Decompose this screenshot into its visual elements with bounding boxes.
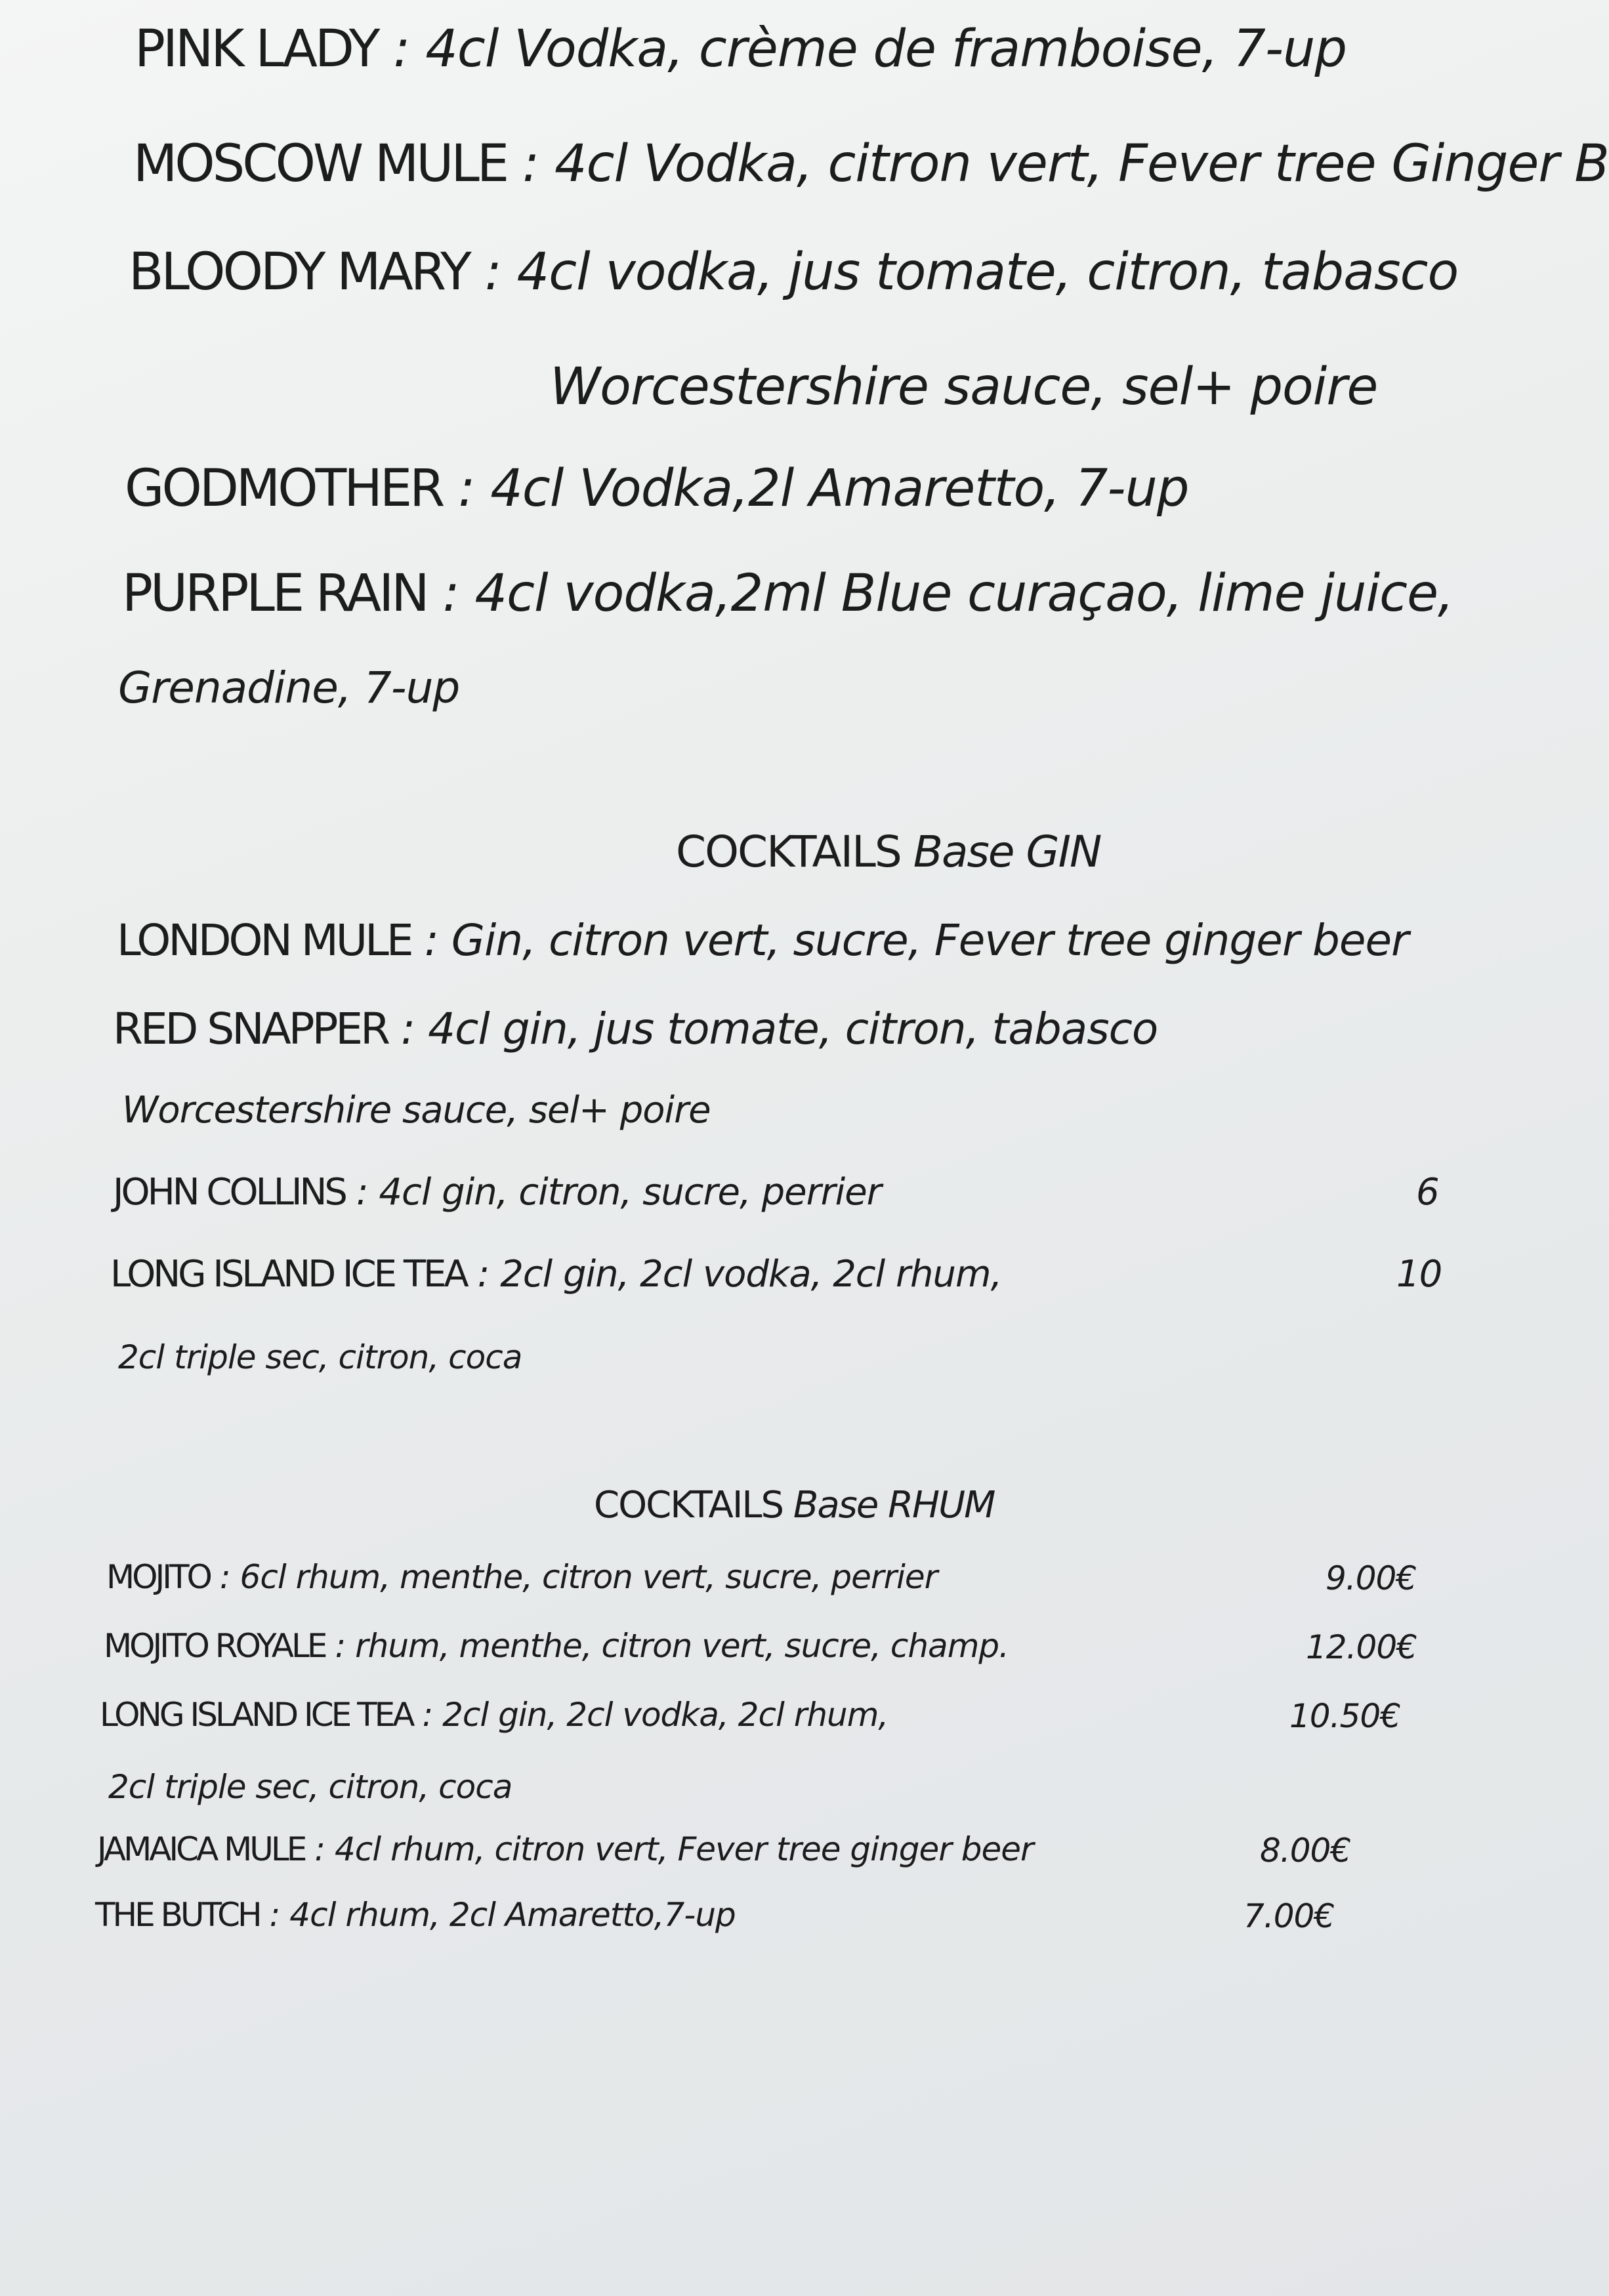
- menu-item: PURPLE RAIN : 4cl vodka,2ml Blue curaçao, lime juice,: [122, 564, 1453, 623]
- item-desc: 4cl vodka,2ml Blue curaçao, lime juice,: [474, 564, 1453, 623]
- item-name: LONG ISLAND ICE TEA: [110, 1253, 467, 1296]
- item-continuation: [122, 1089, 711, 1132]
- item-price: 8.00€: [1260, 1832, 1351, 1870]
- menu-item: RED SNAPPER : 4cl gin, jus tomate, citron, tabasco: [113, 1004, 1158, 1054]
- item-desc: 4cl vodka, jus tomate, citron, tabasco: [516, 243, 1459, 302]
- item-name: RED SNAPPER: [113, 1004, 388, 1054]
- item-name: LONDON MULE: [117, 915, 411, 966]
- heading-base: Base GIN: [913, 827, 1101, 877]
- item-price: 12.00€: [1306, 1628, 1417, 1666]
- item-price: 6: [1416, 1171, 1439, 1214]
- item-price: 10: [1396, 1253, 1442, 1296]
- section-heading-gin: [676, 827, 1100, 877]
- menu-item: JAMAICA MULE : 4cl rhum, citron vert, Fever tree ginger beer: [97, 1830, 1034, 1868]
- item-continuation: [550, 358, 1377, 417]
- menu-item: GODMOTHER : 4cl Vodka,2l Amaretto, 7-up: [125, 459, 1189, 518]
- item-desc-cont: Grenadine, 7-up: [118, 663, 460, 713]
- item-desc: 4cl gin, citron, sucre, perrier: [379, 1171, 881, 1214]
- item-desc: 6cl rhum, menthe, citron vert, sucre, perrier: [240, 1558, 938, 1596]
- item-desc-cont: 2cl triple sec, citron, coca: [118, 1338, 522, 1376]
- section-heading-rhum: [594, 1484, 994, 1527]
- item-desc-cont: 2cl triple sec, citron, coca: [108, 1768, 512, 1806]
- heading-base: Base RHUM: [793, 1484, 995, 1527]
- item-desc: 4cl Vodka, citron vert, Fever tree Ginger B: [554, 134, 1609, 194]
- item-name: JOHN COLLINS: [113, 1171, 345, 1214]
- item-continuation: [118, 663, 459, 713]
- menu-item: LONG ISLAND ICE TEA : 2cl gin, 2cl vodka, 2cl rhum,: [100, 1696, 888, 1734]
- item-desc: 4cl Vodka, crème de framboise, 7-up: [425, 20, 1347, 79]
- item-desc: 2cl gin, 2cl vodka, 2cl rhum,: [500, 1253, 1002, 1296]
- menu-item: LONDON MULE : Gin, citron vert, sucre, Fever tree ginger beer: [117, 915, 1409, 966]
- item-desc: 2cl gin, 2cl vodka, 2cl rhum,: [442, 1696, 888, 1734]
- item-name: BLOODY MARY: [129, 243, 469, 302]
- item-name: PURPLE RAIN: [122, 564, 427, 623]
- item-continuation: [118, 1338, 522, 1376]
- item-desc: 4cl gin, jus tomate, citron, tabasco: [428, 1004, 1158, 1054]
- item-name: PINK LADY: [135, 20, 378, 79]
- item-desc: Gin, citron vert, sucre, Fever tree ginger beer: [451, 915, 1409, 966]
- item-desc-cont: Worcestershire sauce, sel+ poire: [550, 358, 1378, 417]
- menu-item: MOJITO : 6cl rhum, menthe, citron vert, sucre, perrier: [106, 1558, 938, 1596]
- item-desc-cont: Worcestershire sauce, sel+ poire: [122, 1089, 711, 1132]
- item-price: 10.50€: [1289, 1697, 1400, 1735]
- item-name: JAMAICA MULE: [97, 1830, 305, 1868]
- heading-main: COCKTAILS: [594, 1484, 784, 1527]
- item-price: 9.00€: [1326, 1559, 1417, 1597]
- item-name: MOJITO: [106, 1558, 210, 1596]
- heading-main: COCKTAILS: [676, 827, 901, 877]
- menu-item: THE BUTCH : 4cl rhum, 2cl Amaretto,7-up: [95, 1896, 736, 1934]
- item-continuation: [108, 1768, 512, 1806]
- menu-item: LONG ISLAND ICE TEA : 2cl gin, 2cl vodka, 2cl rhum,: [110, 1253, 1002, 1296]
- item-desc: 4cl Vodka,2l Amaretto, 7-up: [490, 459, 1189, 518]
- item-desc: rhum, menthe, citron vert, sucre, champ.: [355, 1627, 1009, 1665]
- item-desc: 4cl rhum, citron vert, Fever tree ginger beer: [335, 1830, 1034, 1868]
- item-name: MOSCOW MULE: [133, 134, 507, 194]
- item-name: LONG ISLAND ICE TEA: [100, 1696, 413, 1734]
- menu-item: MOSCOW MULE : 4cl Vodka, citron vert, Fever tree Ginger B: [133, 134, 1609, 194]
- item-price: 7.00€: [1243, 1897, 1335, 1935]
- item-name: MOJITO ROYALE: [104, 1627, 325, 1665]
- menu-item: MOJITO ROYALE : rhum, menthe, citron vert, sucre, champ.: [104, 1627, 1009, 1665]
- menu-item: JOHN COLLINS : 4cl gin, citron, sucre, perrier: [113, 1171, 881, 1214]
- item-name: GODMOTHER: [125, 459, 443, 518]
- menu-item: BLOODY MARY : 4cl vodka, jus tomate, citron, tabasco: [129, 243, 1459, 302]
- item-name: THE BUTCH: [95, 1896, 260, 1934]
- item-desc: 4cl rhum, 2cl Amaretto,7-up: [289, 1896, 736, 1934]
- menu-item: PINK LADY : 4cl Vodka, crème de framboise, 7-up: [135, 20, 1347, 79]
